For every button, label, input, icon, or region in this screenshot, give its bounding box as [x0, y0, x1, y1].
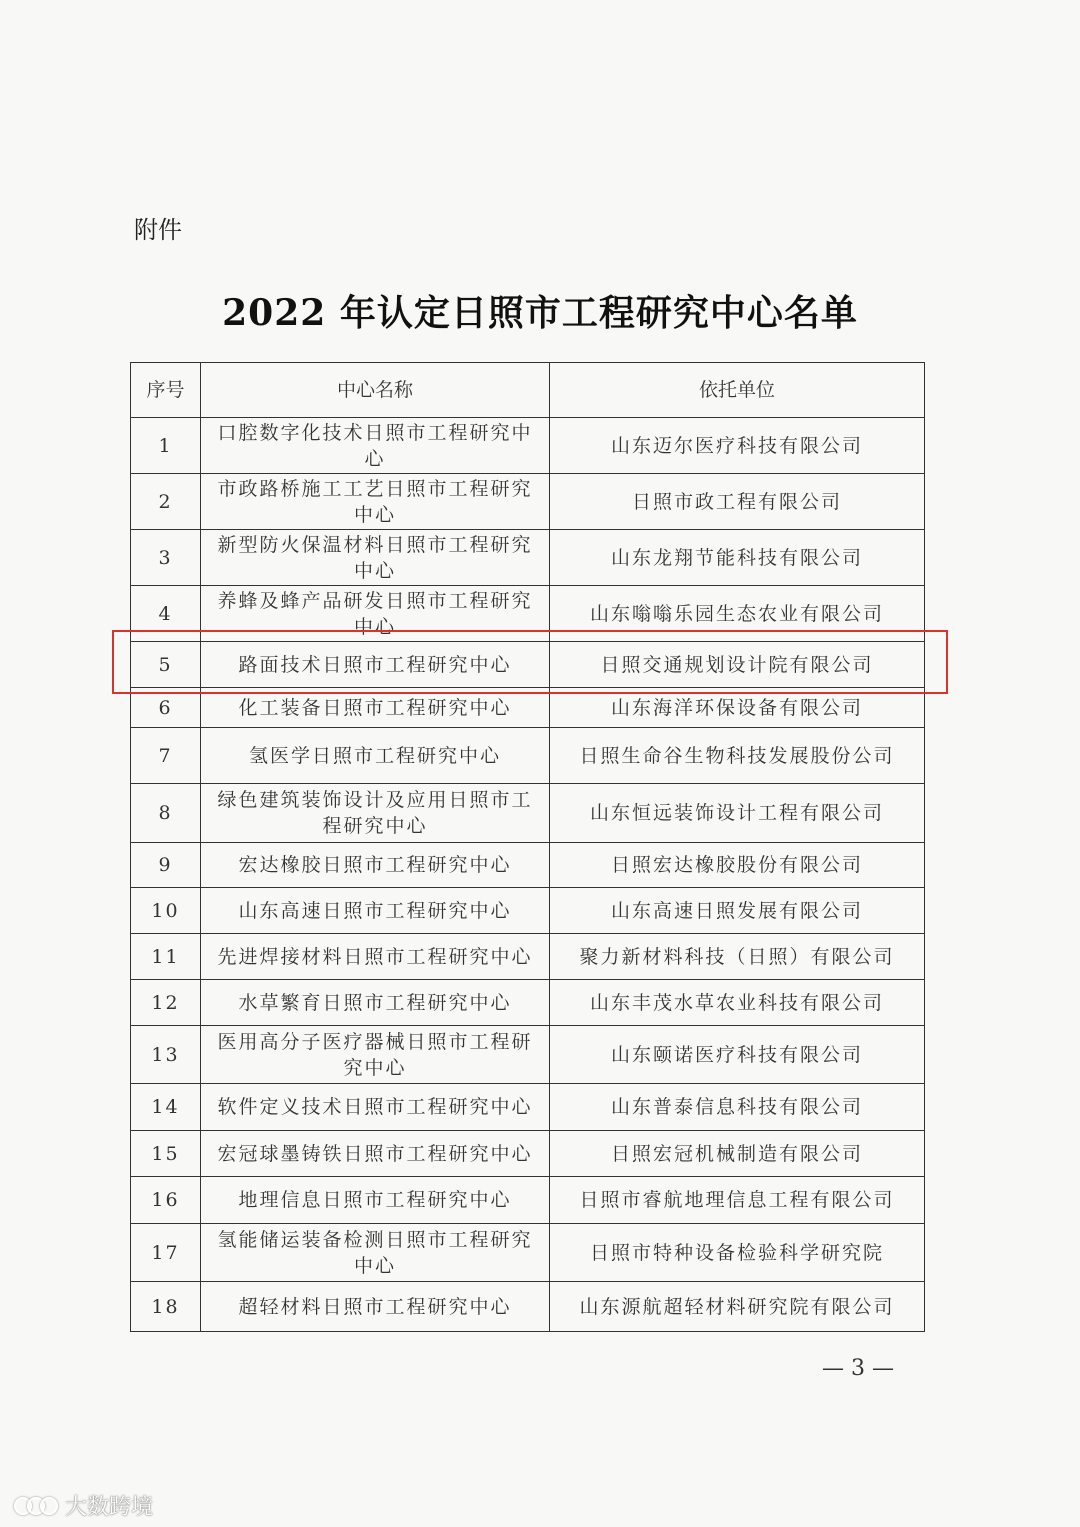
row-number: 14	[131, 1084, 201, 1131]
center-name: 化工装备日照市工程研究中心	[201, 688, 550, 728]
host-unit: 山东龙翔节能科技有限公司	[550, 530, 925, 586]
table-row	[131, 1084, 925, 1131]
row-5-highlight-box	[112, 630, 948, 694]
table-row	[131, 418, 925, 474]
center-name: 路面技术日照市工程研究中心	[201, 642, 550, 688]
center-name: 山东高速日照市工程研究中心	[201, 888, 550, 934]
center-name: 软件定义技术日照市工程研究中心	[201, 1084, 550, 1131]
center-name: 新型防火保温材料日照市工程研究中心	[201, 530, 550, 586]
host-unit: 山东迈尔医疗科技有限公司	[550, 418, 925, 474]
row-number: 4	[131, 586, 201, 642]
row-number: 9	[131, 843, 201, 888]
center-name: 宏冠球墨铸铁日照市工程研究中心	[201, 1131, 550, 1177]
row-number: 13	[131, 1026, 201, 1084]
attachment-label: 附件	[134, 216, 182, 244]
table-header-row	[131, 363, 925, 418]
host-unit: 山东海洋环保设备有限公司	[550, 688, 925, 728]
host-unit: 日照生命谷生物科技发展股份公司	[550, 728, 925, 784]
row-number: 16	[131, 1177, 201, 1224]
row-number: 1	[131, 418, 201, 474]
host-unit: 日照市特种设备检验科学研究院	[550, 1224, 925, 1282]
row-number: 18	[131, 1282, 201, 1332]
host-unit: 山东源航超轻材料研究院有限公司	[550, 1282, 925, 1332]
table-row	[131, 784, 925, 843]
center-name: 宏达橡胶日照市工程研究中心	[201, 843, 550, 888]
center-name: 口腔数字化技术日照市工程研究中心	[201, 418, 550, 474]
host-unit: 日照宏冠机械制造有限公司	[550, 1131, 925, 1177]
center-name: 水草繁育日照市工程研究中心	[201, 980, 550, 1026]
table-row	[131, 1026, 925, 1084]
host-unit: 山东颐诺医疗科技有限公司	[550, 1026, 925, 1084]
center-name: 超轻材料日照市工程研究中心	[201, 1282, 550, 1332]
row-number: 3	[131, 530, 201, 586]
table-row	[131, 1224, 925, 1282]
table-row	[131, 1177, 925, 1224]
table-row	[131, 728, 925, 784]
center-name: 地理信息日照市工程研究中心	[201, 1177, 550, 1224]
row-number: 17	[131, 1224, 201, 1282]
host-unit: 山东嗡嗡乐园生态农业有限公司	[550, 586, 925, 642]
header-host-unit: 依托单位	[550, 363, 925, 418]
table-row	[131, 1131, 925, 1177]
host-unit: 日照交通规划设计院有限公司	[550, 642, 925, 688]
row-number: 7	[131, 728, 201, 784]
header-serial-number: 序号	[131, 363, 201, 418]
host-unit: 山东普泰信息科技有限公司	[550, 1084, 925, 1131]
center-name: 市政路桥施工工艺日照市工程研究中心	[201, 474, 550, 530]
host-unit: 山东高速日照发展有限公司	[550, 888, 925, 934]
table-row	[131, 843, 925, 888]
page-title: 2022 年认定日照市工程研究中心名单	[222, 292, 858, 334]
watermark-logo-icon	[14, 1497, 53, 1515]
row-number: 12	[131, 980, 201, 1026]
table-row	[131, 934, 925, 980]
watermark	[14, 1490, 153, 1521]
table-row	[131, 530, 925, 586]
host-unit: 日照宏达橡胶股份有限公司	[550, 843, 925, 888]
row-number: 6	[131, 688, 201, 728]
host-unit: 山东恒远装饰设计工程有限公司	[550, 784, 925, 843]
row-number: 2	[131, 474, 201, 530]
host-unit: 聚力新材料科技（日照）有限公司	[550, 934, 925, 980]
header-center-name: 中心名称	[201, 363, 550, 418]
table-row	[131, 980, 925, 1026]
research-center-table	[130, 362, 925, 1332]
row-number: 5	[131, 642, 201, 688]
row-number: 8	[131, 784, 201, 843]
row-number: 11	[131, 934, 201, 980]
watermark-text: 大数跨境	[65, 1495, 154, 1520]
host-unit: 日照市睿航地理信息工程有限公司	[550, 1177, 925, 1224]
table-row	[131, 474, 925, 530]
center-name: 绿色建筑装饰设计及应用日照市工程研究中心	[201, 784, 550, 843]
center-name: 氢医学日照市工程研究中心	[201, 728, 550, 784]
center-name: 先进焊接材料日照市工程研究中心	[201, 934, 550, 980]
page-number: — 3 —	[822, 1356, 894, 1381]
center-name: 氢能储运装备检测日照市工程研究中心	[201, 1224, 550, 1282]
row-number: 15	[131, 1131, 201, 1177]
host-unit: 日照市政工程有限公司	[550, 474, 925, 530]
row-number: 10	[131, 888, 201, 934]
table-row	[131, 1282, 925, 1332]
host-unit: 山东丰茂水草农业科技有限公司	[550, 980, 925, 1026]
center-name: 医用高分子医疗器械日照市工程研究中心	[201, 1026, 550, 1084]
center-name: 养蜂及蜂产品研发日照市工程研究中心	[201, 586, 550, 642]
table-row	[131, 888, 925, 934]
